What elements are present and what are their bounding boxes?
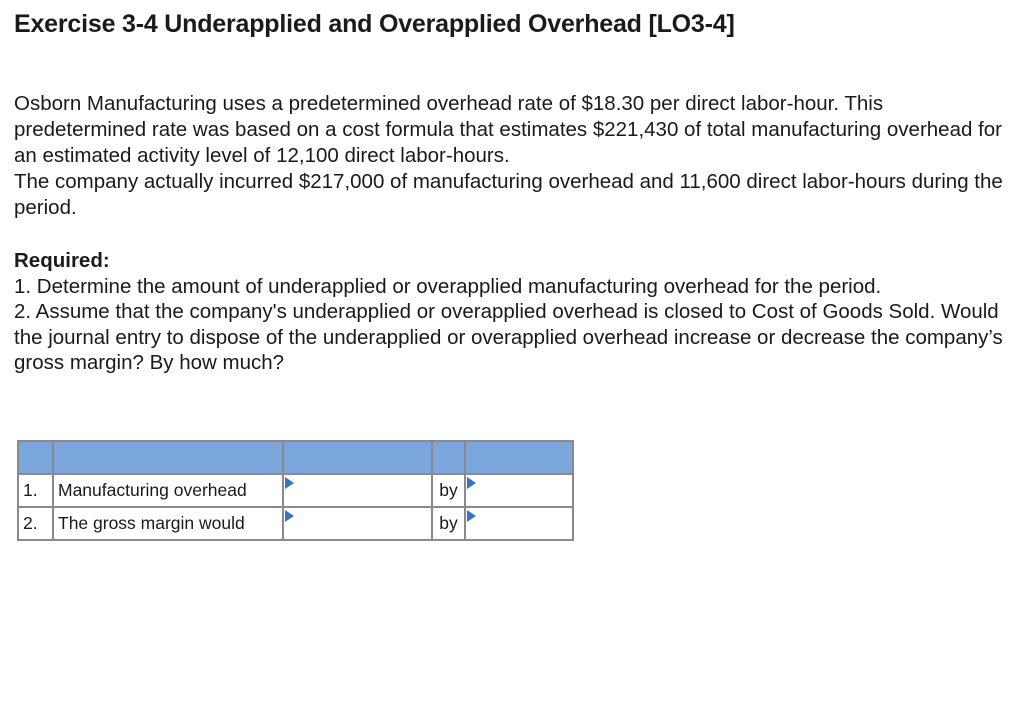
answer-table-header-row	[18, 441, 573, 474]
answer-row-2	[18, 507, 573, 540]
page-title: Exercise 3-4 Underapplied and Overapplied Overhead [LO3-4]	[14, 10, 735, 38]
by-label: by	[432, 507, 465, 540]
header-cell	[465, 441, 573, 474]
required-section	[14, 248, 1014, 376]
row-label: The gross margin would	[53, 507, 283, 540]
gross-margin-amount-input[interactable]	[465, 507, 573, 540]
by-label: by	[432, 474, 465, 507]
gross-margin-direction-value[interactable]	[288, 509, 427, 538]
required-heading: Required:	[14, 249, 110, 272]
overhead-amount-value[interactable]	[470, 476, 568, 505]
row-number: 2.	[18, 507, 53, 540]
overhead-status-value[interactable]	[288, 476, 427, 505]
gross-margin-direction-dropdown[interactable]	[283, 507, 432, 540]
required-item-2: 2. Assume that the company's underapplied or overapplied overhead is closed to Cost of Goods Sold. Would the journal entry to dispose of the underapplied or overapplied overhead increase or decrease the company’s gross margin? By how much?	[14, 300, 1003, 374]
overhead-status-dropdown[interactable]	[283, 474, 432, 507]
overhead-amount-input[interactable]	[465, 474, 573, 507]
answer-row-1	[18, 474, 573, 507]
problem-statement	[14, 91, 1014, 221]
input-marker-icon	[467, 477, 476, 489]
required-item-1: 1. Determine the amount of underapplied or overapplied manufacturing overhead for the period.	[14, 274, 882, 298]
dropdown-arrow-icon	[285, 510, 294, 522]
dropdown-arrow-icon	[285, 477, 294, 489]
row-number: 1.	[18, 474, 53, 507]
header-cell	[283, 441, 432, 474]
header-cell	[432, 441, 465, 474]
input-marker-icon	[467, 510, 476, 522]
header-cell	[53, 441, 283, 474]
problem-paragraph-1: Osborn Manufacturing uses a predetermined overhead rate of $18.30 per direct labor-hour. This predetermined rate was based on a cost formula that estimates $221,430 of total manufacturing overhead for an estimated activity level of 12,100 direct labor-hours.	[14, 92, 1002, 167]
header-cell	[18, 441, 53, 474]
gross-margin-amount-value[interactable]	[470, 509, 568, 538]
answer-table	[17, 440, 574, 541]
problem-paragraph-2: The company actually incurred $217,000 of manufacturing overhead and 11,600 direct labor-hours during the period.	[14, 170, 1003, 219]
row-label: Manufacturing overhead	[53, 474, 283, 507]
